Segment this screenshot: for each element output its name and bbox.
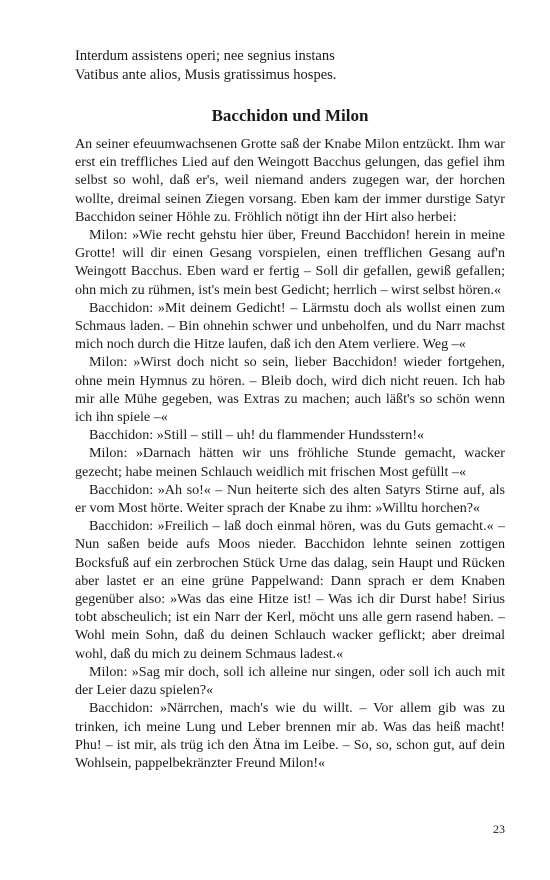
verse-quote xyxy=(75,47,505,84)
paragraph: Milon: »Wie recht gehstu hier über, Freund Bacchidon! herein in meine Grotte! will dir einen Gesang vorspielen, einen trefflichen Gesang auf'n Weingott Bacchus. Eben ward er fertig – Soll dir gefallen, gewiß gefallen; ohn mich zu rühmen, ist's mein best Gedicht; herrlich – wirst selbst hören.« xyxy=(75,227,505,298)
paragraph: An seiner efeuumwachsenen Grotte saß der Knabe Milon entzückt. Ihm war erst ein treffliches Lied auf den Weingott Bacchus gelungen, das gefiel ihm selbst so wohl, daß er's, weil niemand anders zugegen war, der horchen wollte, dreimal seinen Ziegen vorsang. Eben kam der immer durstige Satyr Bacchidon seiner Höhle zu. Fröhlich nötigt ihn der Hirt also herbei: xyxy=(75,136,505,225)
paragraph: Bacchidon: »Närrchen, mach's wie du willt. – Vor allem gib was zu trinken, ich meine Lung und Leber brennen mir ab. Was das heiß macht! Phu! – ist mir, als trüg ich den Ätna im Leibe. – So, so, schon gut, auf dein Wohlsein, pappelbekränzter Freund Milon!« xyxy=(75,700,505,771)
body-text xyxy=(75,135,505,772)
page-content xyxy=(75,47,505,772)
paragraph: Bacchidon: »Ah so!« – Nun heiterte sich des alten Satyrs Stirne auf, als er vom Most hörte. Weiter sprach der Knabe zu ihm: »Willtu horchen?« xyxy=(75,481,505,517)
paragraph: Milon: »Sag mir doch, soll ich alleine nur singen, oder soll ich auch mit der Leier dazu spielen?« xyxy=(75,663,505,699)
section-heading: Bacchidon und Milon xyxy=(211,106,369,125)
paragraph: Milon: »Wirst doch nicht so sein, lieber Bacchidon! wieder fortgehen, ohne mein Hymnus zu hören. – Bleib doch, wird dich nicht reuen. Ich hab mir alle Mühe gegeben, was Extras zu machen; auch läßt's so schön wenn ich ihn spiele –« xyxy=(75,354,505,426)
paragraph: Bacchidon: »Mit deinem Gedicht! – Lärmstu doch als wollst einen zum Schmaus laden. – Bin ohnehin schwer und unbeholfen, und du Narr machst mich noch durch die Hitze laufen, daß ich den Atem verliere. Weg –« xyxy=(75,299,505,353)
paragraph: Milon: »Darnach hätten wir uns fröhliche Stunde gemacht, wacker gezecht; habe meinen Schlauch weidlich mit frischen Most gefüllt –« xyxy=(75,445,505,480)
verse-line: Interdum assistens operi; nee segnius instans xyxy=(75,48,335,64)
paragraph: Bacchidon: »Freilich – laß doch einmal hören, was du Guts gemacht.« – Nun saßen beide aufs Moos nieder. Bacchidon lehnte seinen zottigen Bocksfuß auf ein zerbrochen Stück Urne das dalag, sein Haupt und Rücken aber lastet er an eine grüne Pappelwand: Dann sprach er dem Knaben gegenüber also: »Was das eine Hitze ist! – Was ich dir Durst habe! Sirius tobt abscheulich; ist ein Narr der Kerl, möcht uns alle gern rasend haben. – Wohl mein Sohn, daß du deinen Schlauch wacker geflickt; aber dreimal wohl, daß du mich zu deinem Schmaus ladest.« xyxy=(75,518,505,662)
verse-line: Vatibus ante alios, Musis gratissimus hospes. xyxy=(75,66,337,83)
page-number: 23 xyxy=(493,822,505,836)
paragraph: Bacchidon: »Still – still – uh! du flammender Hundsstern!« xyxy=(89,427,425,444)
